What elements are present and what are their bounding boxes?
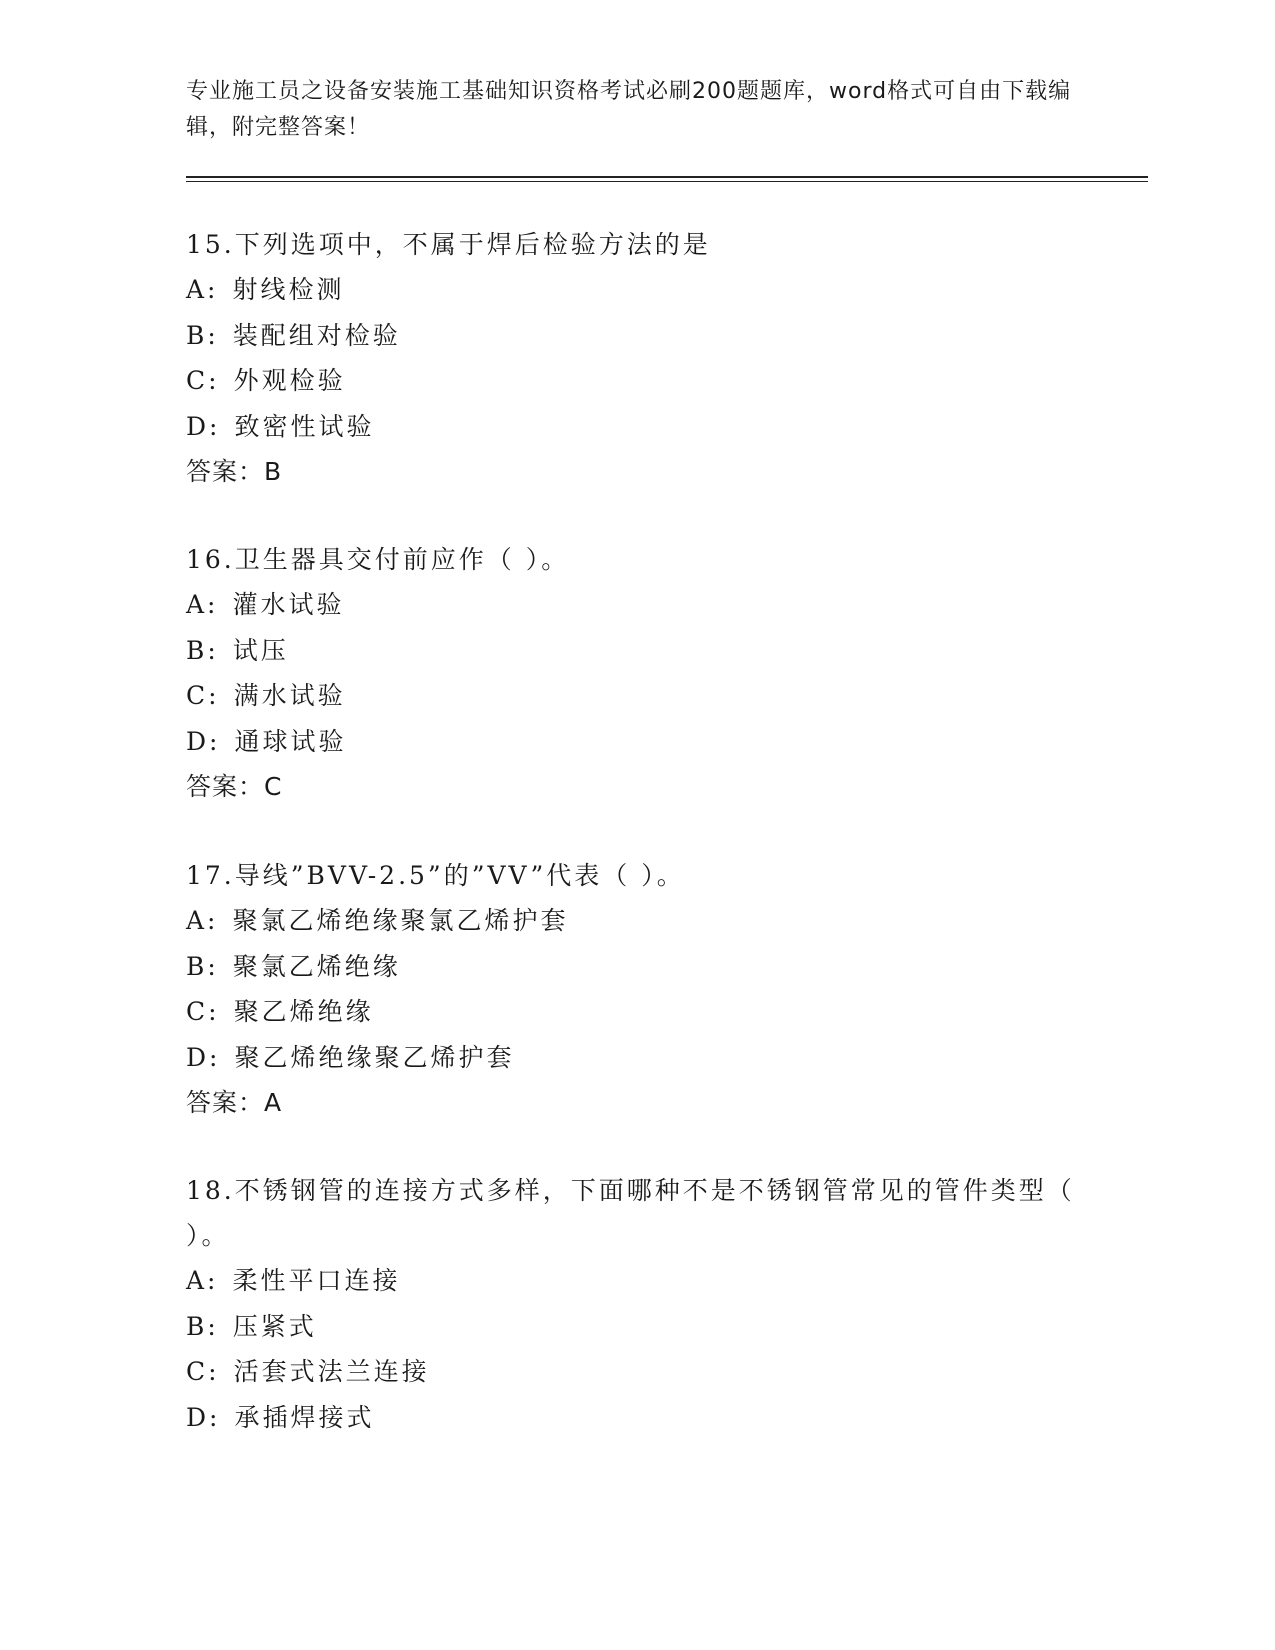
header-intro-text: 专业施工员之设备安装施工基础知识资格考试必刷200题题库，word格式可自由下载编辑，附完整答案！ (186, 79, 1072, 140)
option-letter: B: (186, 951, 219, 981)
option-text: 压紧式 (232, 1311, 317, 1341)
answer-text: 答案：C (186, 772, 283, 801)
option-letter: C: (186, 681, 220, 710)
option-text: 致密性试验 (234, 411, 375, 441)
option-b (186, 1304, 1086, 1350)
option-letter: B: (186, 635, 219, 665)
option-a (186, 1258, 1086, 1304)
option-a (186, 898, 1086, 944)
option-c (186, 673, 1086, 719)
question-15 (186, 222, 1086, 494)
option-text: 通球试验 (234, 726, 347, 756)
option-a (186, 582, 1086, 628)
option-letter: D: (186, 1042, 221, 1072)
document-header (186, 74, 1076, 146)
option-text: 装配组对检验 (232, 320, 401, 350)
question-17 (186, 853, 1086, 1125)
header-divider-thick (186, 176, 1148, 178)
question-title: 18.不锈钢管的连接方式多样，下面哪种不是不锈钢管常见的管件类型（ ）。 (186, 1176, 1075, 1250)
answer-text: 答案：A (186, 1088, 283, 1117)
question-18 (186, 1168, 1086, 1440)
option-text: 承插焊接式 (234, 1402, 375, 1432)
question-title: 17.导线”BVV-2.5”的”VV”代表（ ）。 (186, 861, 685, 890)
question-16 (186, 537, 1086, 809)
option-text: 聚乙烯绝缘聚乙烯护套 (234, 1042, 515, 1072)
option-letter: A: (186, 590, 219, 619)
question-title: 15.下列选项中，不属于焊后检验方法的是 (186, 230, 711, 259)
option-d (186, 404, 1086, 450)
option-text: 聚氯乙烯绝缘聚氯乙烯护套 (232, 906, 569, 935)
option-d (186, 719, 1086, 765)
option-letter: A: (186, 906, 219, 935)
option-text: 试压 (232, 635, 289, 665)
option-a (186, 267, 1086, 313)
option-b (186, 944, 1086, 990)
question-title: 16.卫生器具交付前应作（ ）。 (186, 545, 570, 574)
option-text: 柔性平口连接 (232, 1266, 401, 1295)
answer-text: 答案：B (186, 457, 283, 486)
option-d (186, 1035, 1086, 1081)
option-c (186, 989, 1086, 1035)
option-b (186, 628, 1086, 674)
option-letter: C: (186, 997, 220, 1026)
option-c (186, 1349, 1086, 1395)
header-divider-thin (186, 181, 1148, 182)
option-letter: B: (186, 1311, 219, 1341)
option-text: 射线检测 (232, 275, 345, 304)
option-text: 聚氯乙烯绝缘 (232, 951, 401, 981)
option-text: 外观检验 (233, 366, 346, 395)
option-letter: C: (186, 1357, 220, 1386)
option-letter: D: (186, 726, 221, 756)
option-text: 聚乙烯绝缘 (233, 997, 374, 1026)
option-letter: D: (186, 1402, 221, 1432)
option-d (186, 1395, 1086, 1441)
option-b (186, 313, 1086, 359)
option-letter: C: (186, 366, 220, 395)
option-letter: B: (186, 320, 219, 350)
option-c (186, 358, 1086, 404)
option-letter: A: (186, 275, 219, 304)
option-text: 活套式法兰连接 (233, 1357, 430, 1386)
option-text: 满水试验 (233, 681, 346, 710)
option-letter: A: (186, 1266, 219, 1295)
option-letter: D: (186, 411, 221, 441)
option-text: 灌水试验 (232, 590, 345, 619)
